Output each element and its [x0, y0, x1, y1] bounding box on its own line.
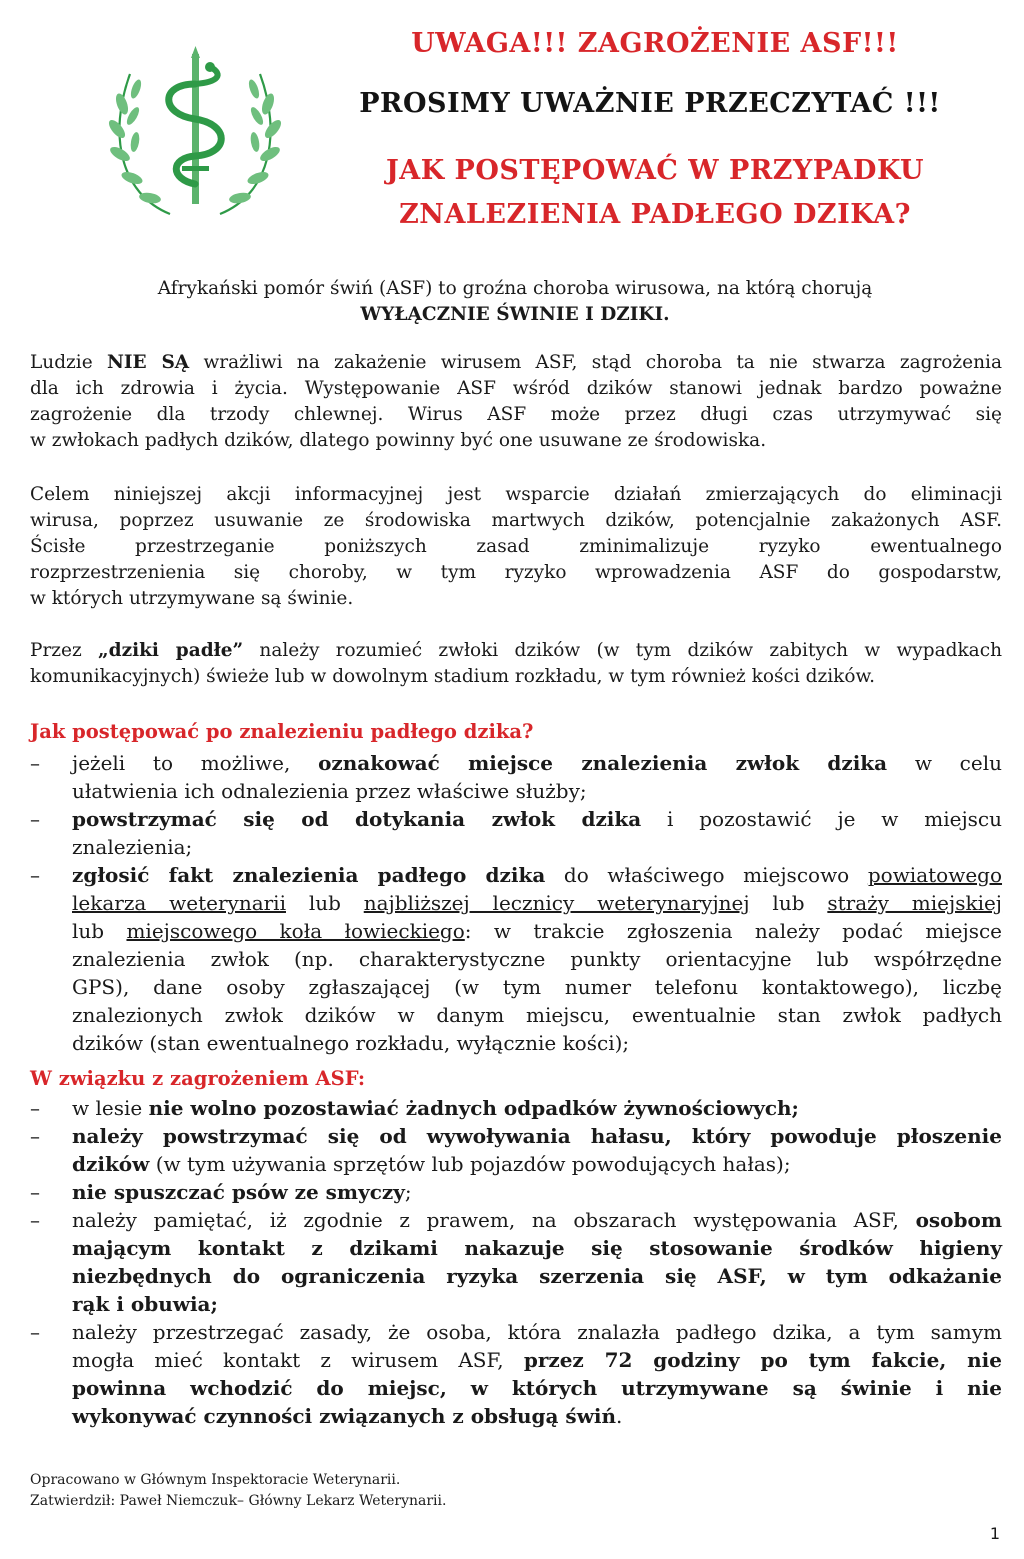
- intro-line: Afrykański pomór świń (ASF) to groźna choroba wirusowa, na którą chorują: [157, 278, 873, 299]
- dash-bullet: –: [30, 1320, 40, 1344]
- text-line: komunikacyjnych) świeże lub w dowolnym stadium rozkładu, w tym również kości dzików.: [30, 666, 876, 687]
- dash-bullet: –: [30, 807, 40, 831]
- list-item: – jeżeli to możliwe, oznakować miejsce znalezienia zwłok dzika w celu ułatwienia ich odnalezienia przez właściwe służby;: [30, 751, 1002, 803]
- text-line: w zwłokach padłych dzików, dlatego powinny być one usuwane ze środowiska.: [30, 430, 767, 451]
- text-line: Przez „dziki padłe” należy rozumieć zwłoki dzików (w tym dzików zabitych w wypadkach: [30, 640, 1002, 661]
- please-read-title: PROSIMY UWAŻNIE PRZECZYTAĆ !!!: [359, 88, 941, 119]
- dash-bullet: –: [30, 1096, 40, 1120]
- footer-line: Zatwierdził: Paweł Niemczuk– Główny Lekarz Weterynarii.: [30, 1493, 447, 1509]
- text-line: rozprzestrzenienia się choroby, w tym ryzyko wprowadzenia ASF do gospodarstw,: [30, 562, 1002, 583]
- paragraph-purpose: [30, 482, 1002, 612]
- warning-title: UWAGA!!! ZAGROŻENIE ASF!!!: [411, 28, 899, 59]
- section-heading-procedure: Jak postępować po znalezieniu padłego dzika?: [30, 720, 534, 743]
- intro-paragraph: [30, 276, 1000, 328]
- text-line: Ludzie NIE SĄ wrażliwi na zakażenie wirusem ASF, stąd choroba ta nie stwarza zagrożenia: [30, 352, 1002, 373]
- intro-emphasis: WYŁĄCZNIE ŚWINIE I DZIKI.: [360, 304, 670, 325]
- dash-bullet: –: [30, 1180, 40, 1204]
- footer-line: Opracowano w Głównym Inspektoracie Weterynarii.: [30, 1472, 401, 1488]
- question-title-line2: ZNALEZIENIA PADŁEGO DZIKA?: [399, 199, 911, 230]
- text-line: wirusa, poprzez usuwanie ze środowiska martwych dzików, potencjalnie zakażonych ASF.: [30, 510, 1002, 531]
- list-item: – należy przestrzegać zasady, że osoba, która znalazła padłego dzika, a tym samym mogła mieć kontakt z wirusem ASF, przez 72 godziny po tym fakcie, nie powinna wchodzić do miejsc, w których utrzymywane są świnie i nie wykonywać czynności związanych z obsługą świń.: [30, 1320, 1002, 1428]
- dash-bullet: –: [30, 1124, 40, 1148]
- section-heading-asf-threat: W związku z zagrożeniem ASF:: [30, 1067, 366, 1090]
- paragraph-risk: [30, 350, 1002, 454]
- dash-bullet: –: [30, 1208, 40, 1232]
- dash-bullet: –: [30, 863, 40, 887]
- list-item: – powstrzymać się od dotykania zwłok dzika i pozostawić je w miejscu znalezienia;: [30, 807, 1002, 859]
- paragraph-definition: [30, 638, 1002, 690]
- text-line: w których utrzymywane są świnie.: [30, 588, 354, 609]
- list-item: – należy pamiętać, iż zgodnie z prawem, na obszarach występowania ASF, osobom mającym kontakt z dzikami nakazuje się stosowanie środków higieny niezbędnych do ograniczenia ryzyka szerzenia się ASF, w tym odkażanie rąk i obuwia;: [30, 1208, 1002, 1316]
- caduceus-laurel-emblem-icon: [100, 44, 290, 224]
- text-line: Celem niniejszej akcji informacyjnej jest wsparcie działań zmierzających do eliminacji: [30, 484, 1002, 505]
- footer-credits: [30, 1470, 446, 1512]
- procedure-list: [30, 749, 1002, 1057]
- list-item: – nie spuszczać psów ze smyczy;: [30, 1180, 412, 1204]
- page-number: 1: [989, 1524, 1000, 1543]
- threat-list: [30, 1094, 1002, 1430]
- dash-bullet: –: [30, 751, 40, 775]
- list-item: – w lesie nie wolno pozostawiać żadnych odpadków żywnościowych;: [30, 1096, 799, 1120]
- text-line: zagrożenie dla trzody chlewnej. Wirus ASF może przez długi czas utrzymywać się: [30, 404, 1002, 425]
- list-item: – zgłosić fakt znalezienia padłego dzika do właściwego miejscowo powiatowego lekarza weterynarii lub najbliższej lecznicy weterynaryjnej lub straży miejskiej lub miejscowego koła łowieckiego: w trakcie zgłoszenia należy podać miejsce znalezienia zwłok (np. charakterystyczne punkty orientacyjne lub współrzędne GPS), dane osoby zgłaszającej (w tym numer telefonu kontaktowego), liczbę znalezionych zwłok dzików w danym miejscu, ewentualnie stan zwłok padłych dzików (stan ewentualnego rozkładu, wyłącznie kości);: [30, 863, 1003, 1055]
- text-line: dla ich zdrowia i życia. Występowanie ASF wśród dzików stanowi jednak bardzo poważne: [30, 378, 1002, 399]
- list-item: – należy powstrzymać się od wywoływania hałasu, który powoduje płoszenie dzików (w tym używania sprzętów lub pojazdów powodujących hałas);: [30, 1124, 1002, 1176]
- question-title-line1: JAK POSTĘPOWAĆ W PRZYPADKU: [385, 155, 925, 186]
- text-line: Ścisłe przestrzeganie poniższych zasad zminimalizuje ryzyko ewentualnego: [30, 536, 1002, 557]
